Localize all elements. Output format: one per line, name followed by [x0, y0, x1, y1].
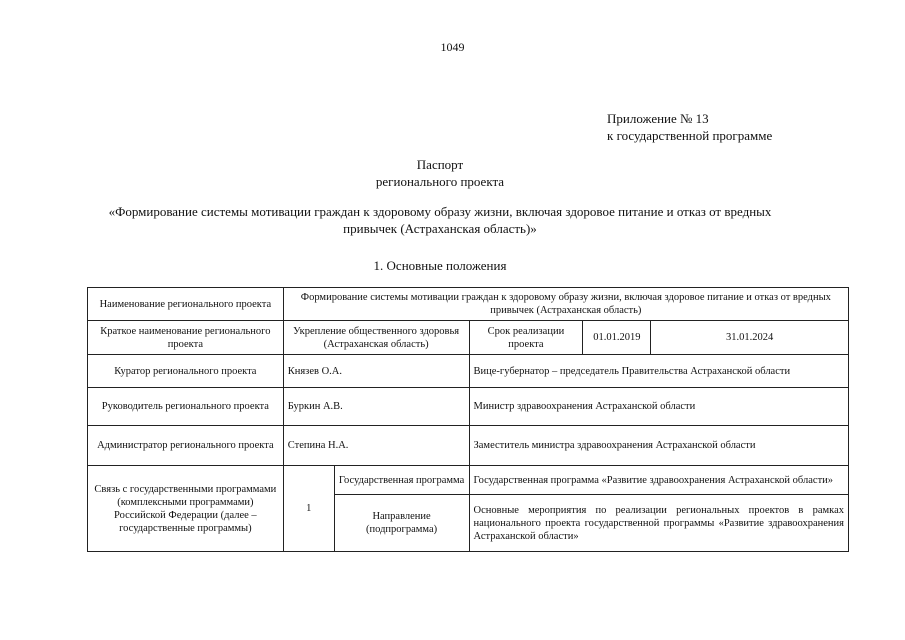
link-number-cell: 1 — [283, 466, 334, 552]
short-name-label-cell: Краткое наименование регионального проекта — [88, 321, 284, 355]
page-number: 1049 — [440, 40, 465, 54]
table-row-name — [88, 288, 849, 321]
admin-name-cell: Степина Н.А. — [283, 426, 469, 466]
section-title: 1. Основные положения — [373, 258, 507, 273]
head-label-cell: Руководитель регионального проекта — [88, 388, 284, 426]
direction-value-cell: Основные мероприятия по реализации региональных проектов в рамках национального проекта государственной программы «Развитие здравоохранения Астраханской области» — [469, 495, 849, 552]
program-label-cell: Государственная программа — [334, 466, 469, 495]
appendix-line-1: Приложение № 13 — [607, 111, 709, 126]
table-row-head — [88, 388, 849, 426]
document-subtitle: регионального проекта — [375, 174, 505, 189]
table-row-admin — [88, 426, 849, 466]
table-row-program — [88, 466, 849, 495]
table-row-short-name — [88, 321, 849, 355]
curator-name-cell: Князев О.А. — [283, 355, 469, 388]
term-label-cell: Срок реализации проекта — [469, 321, 583, 355]
admin-label-cell: Администратор регионального проекта — [88, 426, 284, 466]
curator-label-cell: Куратор регионального проекта — [88, 355, 284, 388]
head-position-cell: Министр здравоохранения Астраханской области — [469, 388, 849, 426]
passport-table — [87, 287, 849, 552]
name-value-cell: Формирование системы мотивации граждан к здоровому образу жизни, включая здоровое питание и отказ от вредных привычек (Астраханская область) — [283, 288, 848, 321]
appendix-note — [607, 110, 772, 144]
appendix-line-2: к государственной программе — [607, 128, 773, 143]
admin-position-cell: Заместитель министра здравоохранения Астраханской области — [469, 426, 849, 466]
project-title: «Формирование системы мотивации граждан к здоровому образу жизни, включая здоровое питание и отказ от вредных привычек (Астраханская область)» — [108, 204, 772, 236]
link-label-cell: Связь с государственными программами (комплексными программами) Российской Федерации (далее – государственные программы) — [88, 466, 284, 552]
program-value-cell: Государственная программа «Развитие здравоохранения Астраханской области» — [469, 466, 849, 495]
name-label-cell: Наименование регионального проекта — [88, 288, 284, 321]
term-end-cell: 31.01.2024 — [651, 321, 849, 355]
table-row-curator — [88, 355, 849, 388]
short-name-value-cell: Укрепление общественного здоровья (Астраханская область) — [283, 321, 469, 355]
document-title: Паспорт — [416, 157, 464, 172]
term-start-cell: 01.01.2019 — [583, 321, 651, 355]
curator-position-cell: Вице-губернатор – председатель Правительства Астраханской области — [469, 355, 849, 388]
head-name-cell: Буркин А.В. — [283, 388, 469, 426]
direction-label-cell: Направление (подпрограмма) — [334, 495, 469, 552]
